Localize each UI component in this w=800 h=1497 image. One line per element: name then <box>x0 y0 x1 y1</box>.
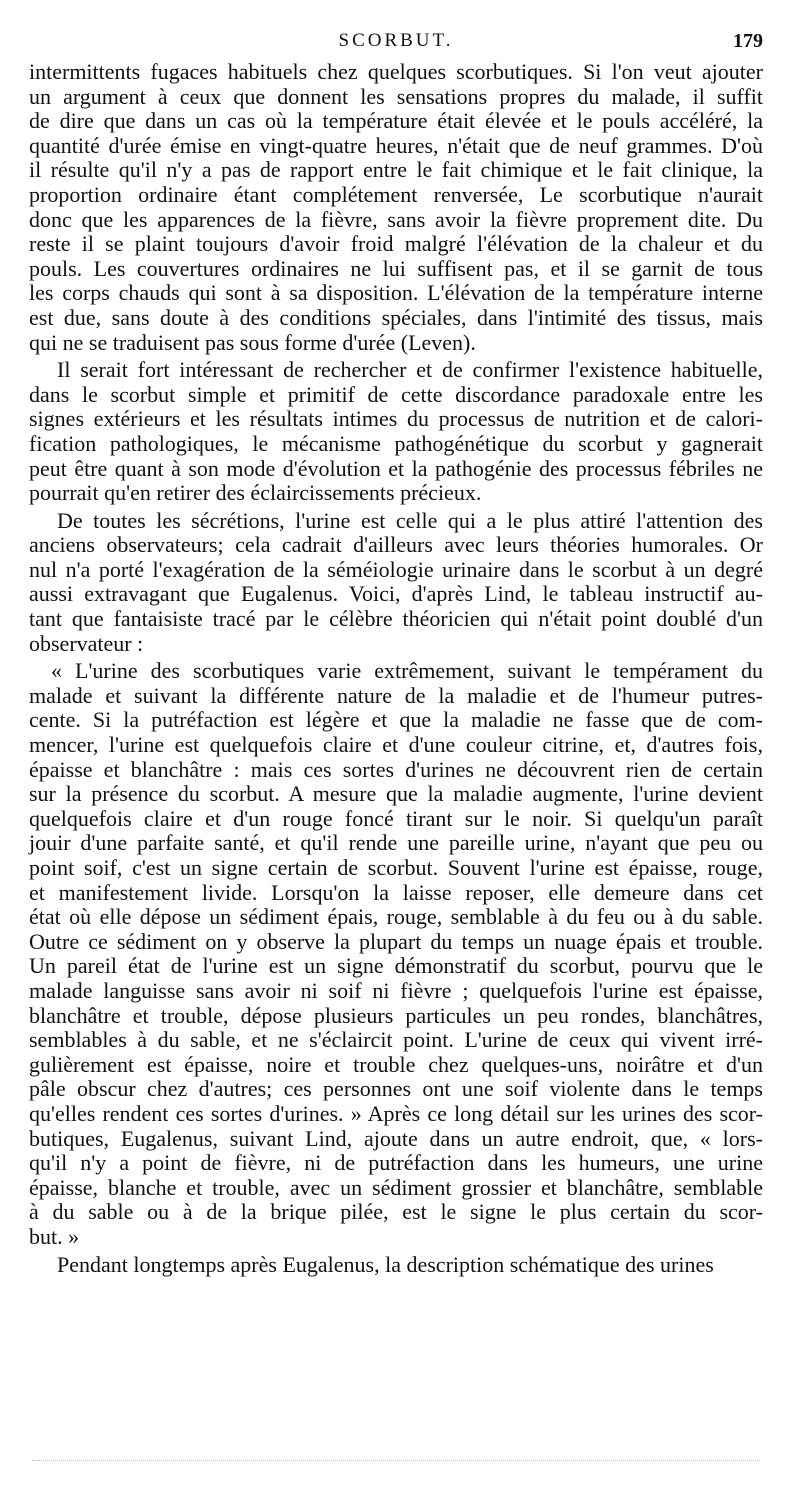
text-line: observateur : <box>29 630 144 656</box>
text-line: peut être quant à son mode d'évolution et la pathogénie des processus fébriles ne <box>29 455 763 481</box>
text-line: De toutes les sécrétions, l'urine est celle qui a le plus attiré l'attention des <box>57 507 763 533</box>
text-line: épaisse, blanche et trouble, avec un sédiment grossier et blanchâtre, semblable <box>29 1174 763 1200</box>
text-line: pouls. Les couvertures ordinaires ne lui suffisent pas, et il se garnit de tous <box>29 255 763 281</box>
text-line: quelquefois claire et d'un rouge foncé tirant sur le noir. Si quelqu'un paraît <box>29 805 763 831</box>
text-line: Un pareil état de l'urine est un signe démonstratif du scorbut, pourvu que le <box>29 953 763 979</box>
paragraph <box>29 509 763 657</box>
text-line: état où elle dépose un sédiment épais, rouge, semblable à du feu ou à du sable. <box>29 904 763 930</box>
text-line: mencer, l'urine est quelquefois claire et d'une couleur citrine, et, d'autres fois, <box>29 732 763 758</box>
text-line: pâle obscur chez d'autres; ces personnes ont une soif violente dans le temps <box>29 1076 763 1102</box>
text-line: gulièrement est épaisse, noire et trouble chez quelques-uns, noirâtre et d'un <box>29 1051 763 1077</box>
text-line: tant que fantaisiste tracé par le célèbre théoricien qui n'était point doublé d'un <box>29 606 763 632</box>
text-line: but. » <box>29 1223 80 1249</box>
text-line: proportion ordinaire étant complétement renversée, Le scorbutique n'aurait <box>29 181 763 207</box>
text-line: qu'il n'y a point de fièvre, ni de putréfaction dans les humeurs, une urine <box>29 1150 763 1176</box>
text-line: donc que les apparences de la fièvre, sans avoir la fièvre proprement dite. Du <box>29 206 763 232</box>
text-line: semblables à du sable, et ne s'éclaircit point. L'urine de ceux qui vivent irré- <box>29 1027 763 1053</box>
text-line: blanchâtre et trouble, dépose plusieurs particules un peu rondes, blanchâtres, <box>29 1002 763 1028</box>
paragraph <box>29 358 763 506</box>
text-line: point soif, c'est un signe certain de scorbut. Souvent l'urine est épaisse, rouge, <box>29 855 763 880</box>
text-line: est due, sans doute à des conditions spéciales, dans l'intimité des tissus, mais <box>29 304 763 330</box>
text-line: nul n'a porté l'exagération de la séméiologie urinaire dans le scorbut à un degré <box>29 556 763 582</box>
running-head: SCORBUT. <box>338 30 454 51</box>
paragraph <box>29 1253 763 1278</box>
text-line: qu'elles rendent ces sortes d'urines. » Après ce long détail sur les urines des scor- <box>29 1100 763 1126</box>
text-line: de dire que dans un cas où la température était élevée et le pouls accéléré, la <box>29 108 763 134</box>
text-line: quantité d'urée émise en vingt-quatre heures, n'était que de neuf grammes. D'où <box>29 132 763 158</box>
page-header <box>29 30 763 60</box>
text-line: jouir d'une parfaite santé, et qu'il rende une pareille urine, n'ayant que peu ou <box>29 830 763 856</box>
body-text <box>29 60 763 1277</box>
text-line: sur la présence du scorbut. A mesure que la maladie augmente, l'urine devient <box>29 781 763 807</box>
text-line: qui ne se traduisent pas sous forme d'urée (Leven). <box>29 329 476 355</box>
text-line: malade languisse sans avoir ni soif ni fièvre ; quelquefois l'urine est épaisse, <box>29 977 763 1003</box>
text-line: pourrait qu'en retirer des éclaircissements précieux. <box>29 480 482 506</box>
page-number: 179 <box>733 30 763 52</box>
text-line: signes extérieurs et les résultats intimes du processus de nutrition et de calori- <box>29 406 763 432</box>
text-line: un argument à ceux que donnent les sensations propres du malade, il suffit <box>29 83 763 109</box>
footer-rule <box>32 1460 760 1461</box>
text-line: Il serait fort intéressant de rechercher et de confirmer l'existence habituelle, <box>57 357 763 383</box>
text-line: épaisse et blanchâtre : mais ces sortes d'urines ne découvrent rien de certain <box>29 756 763 782</box>
text-line: butiques, Eugalenus, suivant Lind, ajoute dans un autre endroit, que, « lors- <box>29 1125 763 1151</box>
paragraph <box>29 659 763 1249</box>
text-line: Outre ce sédiment on y observe la plupart du temps un nuage épais et trouble. <box>29 928 763 954</box>
text-line: « L'urine des scorbutiques varie extrêmement, suivant le tempérament du <box>51 658 763 684</box>
text-line: Pendant longtemps après Eugalenus, la description schématique des urines <box>57 1251 714 1277</box>
text-line: et manifestement livide. Lorsqu'on la laisse reposer, elle demeure dans cet <box>29 879 763 905</box>
text-line: malade et suivant la différente nature de la maladie et de l'humeur putres- <box>29 682 763 708</box>
text-line: les corps chauds qui sont à sa disposition. L'élévation de la température interne <box>29 280 763 306</box>
text-line: intermittents fugaces habituels chez quelques scorbutiques. Si l'on veut ajouter <box>29 59 763 84</box>
text-line: cente. Si la putréfaction est légère et que la maladie ne fasse que de com- <box>29 707 763 733</box>
text-line: anciens observateurs; cela cadrait d'ailleurs avec leurs théories humorales. Or <box>29 532 763 558</box>
text-line: dans le scorbut simple et primitif de cette discordance paradoxale entre les <box>29 381 763 407</box>
text-line: à du sable ou à de la brique pilée, est le signe le plus certain du scor- <box>29 1199 763 1225</box>
text-line: aussi extravagant que Eugalenus. Voici, d'après Lind, le tableau instructif au- <box>29 581 763 607</box>
paragraph <box>29 60 763 355</box>
text-line: il résulte qu'il n'y a pas de rapport entre le fait chimique et le fait clinique, la <box>29 157 763 183</box>
text-line: reste il se plaint toujours d'avoir froid malgré l'élévation de la chaleur et du <box>29 231 763 257</box>
text-line: fication pathologiques, le mécanisme pathogénétique du scorbut y gagnerait <box>29 430 763 456</box>
